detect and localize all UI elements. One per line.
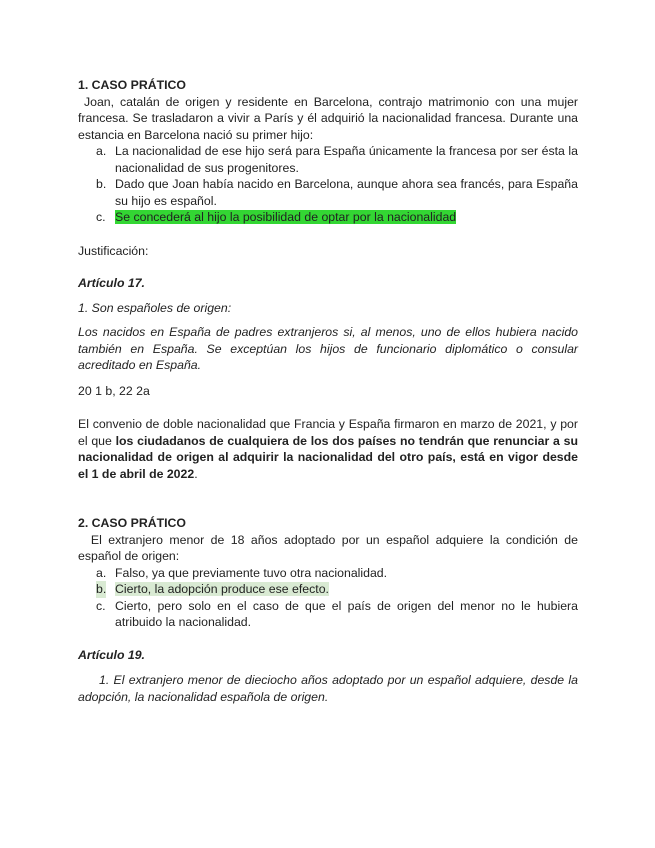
article-17-title: Artículo 17.	[78, 276, 145, 290]
option-marker: b.	[96, 177, 107, 191]
justification-label: Justificación:	[78, 243, 149, 258]
article-reference: 20 1 b, 22 2a	[78, 383, 150, 398]
case1-title: 1. CASO PRÁTICO	[78, 78, 186, 92]
option-marker: a.	[96, 144, 107, 158]
option-text: Dado que Joan había nacido en Barcelona, aunque ahora sea francés, para España su hijo es español.	[115, 177, 578, 208]
case2-options	[78, 565, 578, 631]
article-17-text: Los nacidos en España de padres extranjeros si, al menos, uno de ellos hubiera nacido también en España. Se exceptúan los hijos de funcionario diplomático o consular acreditado en España.	[78, 325, 578, 372]
option-marker: c.	[96, 598, 106, 613]
option-text: La nacionalidad de ese hijo será para España únicamente la francesa por ser ésta la nacionalidad de sus progenitores.	[115, 144, 578, 175]
option-marker: a.	[96, 565, 107, 580]
case2-title: 2. CASO PRÁTICO	[78, 516, 186, 530]
case1-option-b	[78, 176, 578, 209]
case1-option-c	[78, 209, 578, 226]
case2-option-a	[78, 565, 578, 582]
case2-option-b	[78, 581, 578, 598]
option-text-highlighted: Cierto, la adopción produce ese efecto.	[115, 582, 329, 596]
convention-text: El convenio de doble nacionalidad que Francia y España firmaron en marzo de 2021, y por el que	[78, 417, 578, 448]
case1-option-a	[78, 143, 578, 176]
option-marker: c.	[96, 210, 106, 224]
article-19-title: Artículo 19.	[78, 647, 145, 662]
option-text: Cierto, pero solo en el caso de que el país de origen del menor no le hubiera atribuido la nacionalidad.	[115, 598, 578, 629]
article-17-subtitle: 1. Son españoles de origen:	[78, 300, 232, 315]
article-19-text: 1. El extranjero menor de dieciocho años adoptado por un español adquiere, desde la adopción, la nacionalidad española de origen.	[78, 673, 578, 704]
option-text-highlighted: Se concederá al hijo la posibilidad de optar por la nacionalidad	[115, 210, 457, 224]
convention-period: .	[194, 466, 198, 481]
option-marker: b.	[96, 582, 107, 596]
case2-option-c	[78, 598, 578, 631]
document-page	[78, 77, 582, 705]
convention-bold-text: los ciudadanos de cualquiera de los dos países no tendrán que renunciar a su nacionalidad de origen al adquirir la nacionalidad del otro país, está en vigor desde el 1 de abril de 2022	[78, 433, 578, 481]
option-text: Falso, ya que previamente tuvo otra nacionalidad.	[115, 565, 388, 580]
case1-intro: Joan, catalán de origen y residente en Barcelona, contrajo matrimonio con una mujer francesa. Se trasladaron a vivir a París y él adquirió la nacionalidad francesa. Durante una estancia en Barcelona nació su primer hijo:	[78, 94, 582, 142]
convention-paragraph	[78, 416, 578, 482]
case2-intro: El extranjero menor de 18 años adoptado por un español adquiere la condición de español de origen:	[78, 532, 582, 563]
case1-options	[78, 143, 578, 226]
